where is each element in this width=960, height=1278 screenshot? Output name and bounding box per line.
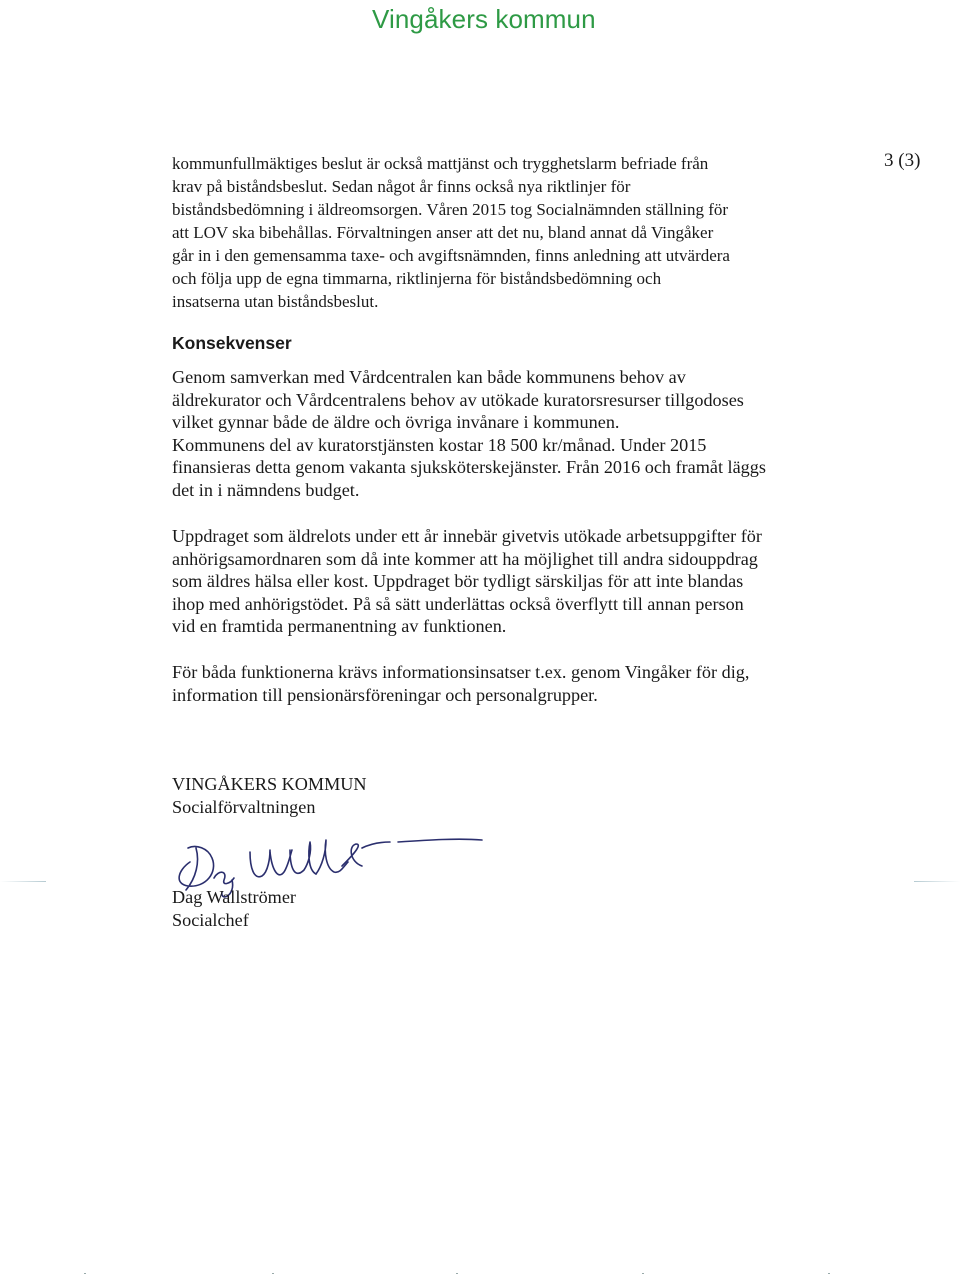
text-line: kommunfullmäktiges beslut är också mattjänst och trygghetslarm befriade från: [172, 154, 709, 173]
text-line: och följa upp de egna timmarna, riktlinjerna för biståndsbedömning och: [172, 269, 662, 288]
sender-department: Socialförvaltningen: [172, 796, 316, 817]
text-line: det in i nämndens budget.: [172, 479, 360, 500]
text-line: vilket gynnar både de äldre och övriga invånare i kommunen.: [172, 412, 620, 433]
assignment-paragraph: [172, 525, 762, 638]
sender-block: [172, 773, 367, 818]
text-line: biståndsbedömning i äldreomsorgen. Våren 2015 tog Socialnämnden ställning för: [172, 200, 729, 219]
text-line: äldrekurator och Vårdcentralens behov av utökade kuratorsresurser tillgodoses: [172, 389, 744, 410]
text-line: krav på biståndsbeslut. Sedan något år finns också nya riktlinjer för: [172, 177, 631, 196]
text-line: Genom samverkan med Vårdcentralen kan både kommunens behov av: [172, 367, 686, 387]
scan-edge-mark: [0, 881, 46, 882]
sender-organization: VINGÅKERS KOMMUN: [172, 774, 367, 794]
text-line: information till pensionärsföreningar och personalgrupper.: [172, 684, 598, 705]
text-line: ihop med anhörigstödet. På så sätt underlättas också överflytt till annan person: [172, 593, 744, 614]
intro-paragraph: [172, 152, 730, 313]
scan-edge-mark: [914, 881, 960, 882]
signatory-block: [172, 886, 296, 931]
scan-dot: [828, 1273, 830, 1274]
consequences-paragraph: [172, 366, 766, 502]
text-line: För båda funktionerna krävs informationsinsatser t.ex. genom Vingåker för dig,: [172, 662, 750, 682]
municipality-header: Vingåkers kommun: [372, 4, 596, 34]
signatory-title: Socialchef: [172, 909, 249, 930]
scan-dot: [642, 1273, 644, 1274]
text-line: som äldres hälsa eller kost. Uppdraget bör tydligt särskiljas för att inte blandas: [172, 571, 744, 592]
scan-dot: [84, 1273, 86, 1274]
information-paragraph: [172, 661, 749, 706]
text-line: att LOV ska bibehållas. Förvaltningen anser att det nu, bland annat då Vingåker: [172, 223, 714, 242]
text-line: går in i den gemensamma taxe- och avgiftsnämnden, finns anledning att utvärdera: [172, 246, 730, 265]
page-number: 3 (3): [884, 150, 921, 171]
signatory-name: Dag Wallströmer: [172, 887, 296, 907]
scan-dot: [272, 1273, 274, 1274]
text-line: finansieras detta genom vakanta sjuksköterskejänster. Från 2016 och framåt läggs: [172, 457, 766, 478]
text-line: insatserna utan biståndsbeslut.: [172, 292, 379, 311]
text-line: anhörigsamordnaren som då inte kommer att ha möjlighet till andra sidouppdrag: [172, 548, 758, 569]
text-line: Uppdraget som äldrelots under ett år innebär givetvis utökade arbetsuppgifter för: [172, 526, 762, 546]
section-heading: Konsekvenser: [172, 333, 292, 353]
scan-dot: [456, 1273, 458, 1274]
text-line: Kommunens del av kuratorstjänsten kostar 18 500 kr/månad. Under 2015: [172, 434, 707, 455]
text-line: vid en framtida permanentning av funktionen.: [172, 616, 507, 637]
